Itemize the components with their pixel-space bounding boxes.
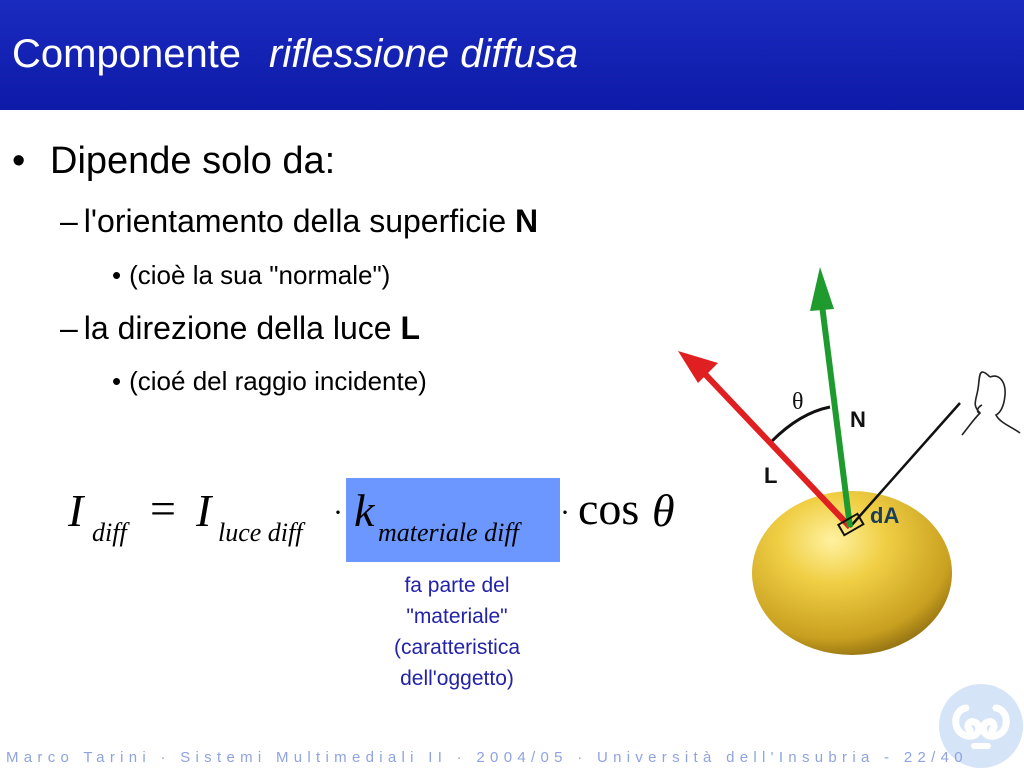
N-label: N xyxy=(850,407,866,432)
bullet-bold: N xyxy=(515,203,539,239)
dash-mark: – xyxy=(60,203,78,239)
formula-dot-1: · xyxy=(333,496,343,529)
bullet-text: (cioé del raggio incidente) xyxy=(129,366,427,396)
light-vector xyxy=(704,373,850,527)
dot-mark: • xyxy=(112,366,122,396)
formula-I-diff: I xyxy=(68,485,84,536)
bullet-level2-orientation xyxy=(60,203,538,240)
footer: Marco Tarini · Sistemi Multimediali II · 2004/05 · Università dell'Insubria - 22/40 xyxy=(6,749,968,766)
note-line: fa parte del xyxy=(404,574,510,597)
dash-mark: – xyxy=(60,310,78,346)
bullet-bold: L xyxy=(400,310,420,346)
diffuse-reflection-diagram xyxy=(660,255,1024,675)
viewer-icon xyxy=(962,372,1020,435)
bullet-text: (cioè la sua "normale") xyxy=(129,260,391,290)
note-line: "materiale" xyxy=(406,605,508,628)
formula-dot-2: · xyxy=(560,496,570,529)
dot-mark: • xyxy=(112,260,122,290)
title-italic: riflessione diffusa xyxy=(269,32,579,76)
formula-I-luce: I xyxy=(196,485,212,536)
normal-arrowhead xyxy=(810,267,834,311)
bullet-level1 xyxy=(12,140,335,183)
bullet-level2-light xyxy=(60,310,420,347)
bullet-level3-normal xyxy=(112,260,390,291)
formula-sub-luce: luce diff xyxy=(218,518,303,547)
formula-sub-materiale: materiale diff xyxy=(378,518,519,547)
title-main: Componente xyxy=(12,32,242,76)
note-line: dell'oggetto) xyxy=(400,667,514,690)
bullet-text: Dipende solo da: xyxy=(50,140,336,182)
bullet-level3-incident xyxy=(112,366,427,397)
theta-label: θ xyxy=(792,389,804,415)
surface-blob xyxy=(752,491,952,655)
material-note xyxy=(372,570,542,694)
bullet-text: l'orientamento della superficie xyxy=(83,203,516,239)
note-line: (caratteristica xyxy=(393,636,521,659)
L-label: L xyxy=(764,463,778,488)
formula-sub-diff: diff xyxy=(92,518,127,547)
formula-k: k xyxy=(354,485,375,536)
dA-label: dA xyxy=(870,503,900,528)
formula-cos: cos xyxy=(578,483,640,534)
bullet-text: la direzione della luce xyxy=(83,310,401,346)
formula-theta: θ xyxy=(652,485,675,536)
bullet-mark: • xyxy=(12,140,26,182)
title-bar xyxy=(0,0,1024,110)
slide-title xyxy=(12,32,578,77)
formula-equals: = xyxy=(150,483,176,534)
